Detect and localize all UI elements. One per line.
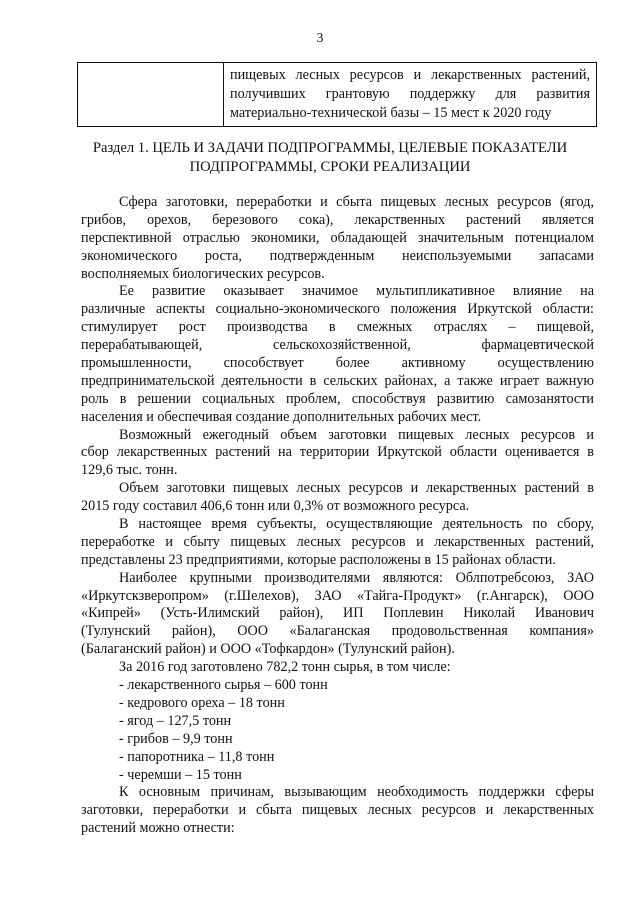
- text-line: экономического роста, подтвержденным неиспользуемыми запасами: [81, 247, 594, 264]
- text-line: населения и обеспечивая создание дополнительных рабочих мест.: [81, 408, 482, 425]
- text-line: представлены 23 предприятиями, которые расположены в 15 районах области.: [81, 551, 556, 568]
- text-line: (Балаганский район) и ООО «Тофкардон» (Тулунский район).: [81, 641, 455, 658]
- text-line: роль в решении социальных проблем, способствуя развитию самозанятости: [81, 390, 594, 407]
- section-heading-line: ПОДПРОГРАММЫ, СРОКИ РЕАЛИЗАЦИИ: [189, 159, 471, 175]
- section-heading: [60, 139, 600, 177]
- text-line: перерабатывающей, сельскохозяйственной, фармацевтической: [81, 337, 594, 354]
- list-item: - лекарственного сырья – 600 тонн: [119, 677, 328, 694]
- list-item: - грибов – 9,9 тонн: [119, 730, 233, 747]
- table-cell-line: материально-технической базы – 15 мест к 2020 году: [230, 105, 552, 121]
- table-cell-empty: [78, 63, 224, 127]
- text-line: растений можно отнести:: [81, 820, 235, 837]
- table-row: [78, 63, 597, 127]
- text-line: стимулирует рост производства в смежных отраслях – пищевой,: [81, 319, 594, 336]
- table-cell-line: пищевых лесных ресурсов и лекарственных растений,: [230, 67, 590, 83]
- section-heading-line: Раздел 1. ЦЕЛЬ И ЗАДАЧИ ПОДПРОГРАММЫ, ЦЕЛЕВЫЕ ПОКАЗАТЕЛИ: [92, 140, 568, 156]
- text-line: перспективной отраслью экономики, обладающей значительным потенциалом: [81, 229, 594, 246]
- text-line: «Кипрей» (Усть-Илимский район), ИП Поплевин Николай Иванович: [81, 605, 594, 622]
- text-line: 129,6 тыс. тонн.: [81, 462, 178, 479]
- text-line: «Иркутскзверопром» (г.Шелехов), ЗАО «Тайга-Продукт» (г.Ангарск), ООО: [81, 587, 594, 604]
- text-line: Объем заготовки пищевых лесных ресурсов и лекарственных растений в: [119, 480, 594, 497]
- list-item: - кедрового ореха – 18 тонн: [119, 694, 285, 711]
- text-line: (Тулунский район), ООО «Балаганская продовольственная компания»: [81, 623, 594, 640]
- table-cell-text: [224, 63, 597, 127]
- body-text: [81, 194, 594, 838]
- text-line: промышленности, способствует более активному осуществлению: [81, 355, 594, 372]
- text-line: Сфера заготовки, переработки и сбыта пищевых лесных ресурсов (ягод,: [119, 194, 594, 210]
- text-line: сбор лекарственных растений на территории Иркутской области оценивается в: [81, 444, 594, 461]
- text-line: В настоящее время субъекты, осуществляющие деятельность по сбору,: [119, 516, 594, 533]
- continuation-table: [77, 62, 597, 127]
- page-number: 3: [316, 31, 324, 46]
- list-item: - черемши – 15 тонн: [119, 766, 242, 783]
- list-item: - ягод – 127,5 тонн: [119, 712, 232, 729]
- text-line: Наиболее крупными производителями являются: Облпотребсоюз, ЗАО: [119, 569, 594, 586]
- text-line: заготовки, переработки и сбыта пищевых лесных ресурсов и лекарственных: [81, 802, 594, 819]
- text-line: Ее развитие оказывает значимое мультипликативное влияние на: [119, 283, 594, 300]
- text-line: К основным причинам, вызывающим необходимость поддержки сферы: [119, 784, 594, 801]
- text-line: переработке и сбыту пищевых лесных ресурсов и лекарственных растений,: [81, 533, 594, 550]
- text-line: восполняемых биологических ресурсов.: [81, 265, 325, 282]
- text-line: Возможный ежегодный объем заготовки пищевых лесных ресурсов и: [119, 426, 594, 443]
- table-cell-line: получивших грантовую поддержку для развития: [230, 86, 590, 102]
- text-line: За 2016 год заготовлено 782,2 тонн сырья, в том числе:: [119, 659, 451, 676]
- list-item: - папоротника – 11,8 тонн: [119, 748, 275, 765]
- text-line: предпринимательской деятельности в сельских районах, а также играет важную: [81, 372, 594, 389]
- text-line: грибов, орехов, березового сока), лекарственных растений является: [81, 211, 594, 228]
- text-line: 2015 году составил 406,6 тонн или 0,3% от возможного ресурса.: [81, 498, 470, 515]
- text-line: различные аспекты социально-экономического положения Иркутской области:: [81, 301, 594, 318]
